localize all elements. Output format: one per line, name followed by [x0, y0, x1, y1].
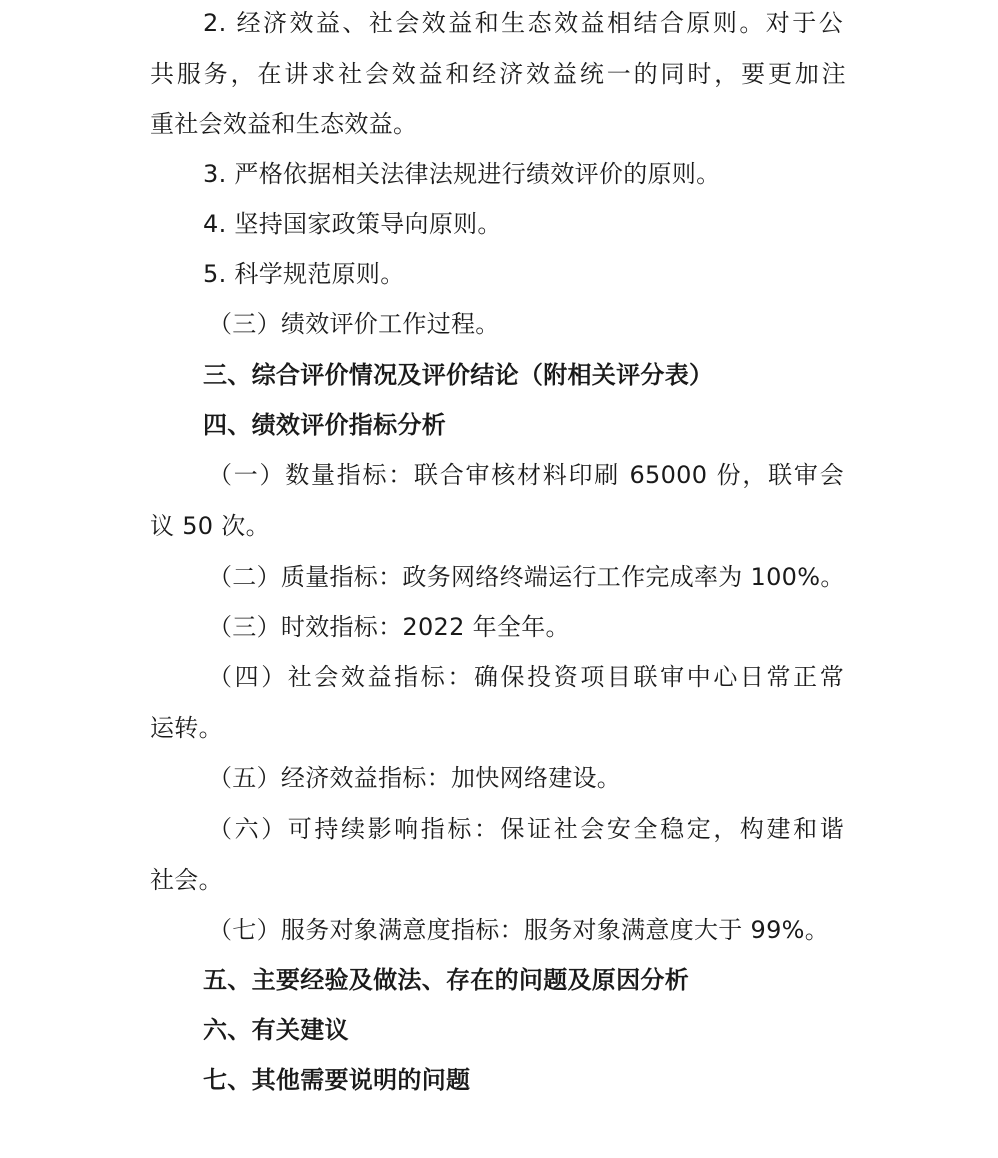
social-benefit-indicator-line-1: （四）社会效益指标：确保投资项目联审中心日常正常 [208, 663, 844, 691]
economic-benefit-indicator: （五）经济效益指标：加快网络建设。 [208, 764, 622, 792]
section-3-heading: 三、综合评价情况及评价结论（附相关评分表） [203, 361, 714, 389]
social-benefit-indicator-line-2: 运转。 [150, 714, 223, 742]
quantity-indicator-line-2: 议 50 次。 [150, 512, 270, 540]
principle-4: 4. 坚持国家政策导向原则。 [203, 210, 502, 238]
section-5-heading: 五、主要经验及做法、存在的问题及原因分析 [203, 966, 689, 994]
satisfaction-indicator: （七）服务对象满意度指标：服务对象满意度大于 99%。 [208, 916, 830, 944]
sustainability-indicator-line-2: 社会。 [150, 866, 223, 894]
section-4-heading: 四、绩效评价指标分析 [203, 411, 446, 439]
process-subheading: （三）绩效评价工作过程。 [208, 310, 500, 338]
principle-2-line-1: 2. 经济效益、社会效益和生态效益相结合原则。对于公 [203, 9, 843, 37]
principle-3: 3. 严格依据相关法律法规进行绩效评价的原则。 [203, 160, 721, 188]
section-7-heading: 七、其他需要说明的问题 [203, 1066, 471, 1094]
timeliness-indicator: （三）时效指标：2022 年全年。 [208, 613, 570, 641]
sustainability-indicator-line-1: （六）可持续影响指标：保证社会安全稳定，构建和谐 [208, 815, 844, 843]
section-6-heading: 六、有关建议 [203, 1016, 349, 1044]
quantity-indicator-line-1: （一）数量指标：联合审核材料印刷 65000 份，联审会 [208, 461, 844, 489]
principle-5: 5. 科学规范原则。 [203, 260, 405, 288]
quality-indicator: （二）质量指标：政务网络终端运行工作完成率为 100%。 [208, 563, 845, 591]
principle-2-line-3: 重社会效益和生态效益。 [150, 110, 418, 138]
principle-2-line-2: 共服务，在讲求社会效益和经济效益统一的同时，要更加注 [150, 60, 846, 88]
